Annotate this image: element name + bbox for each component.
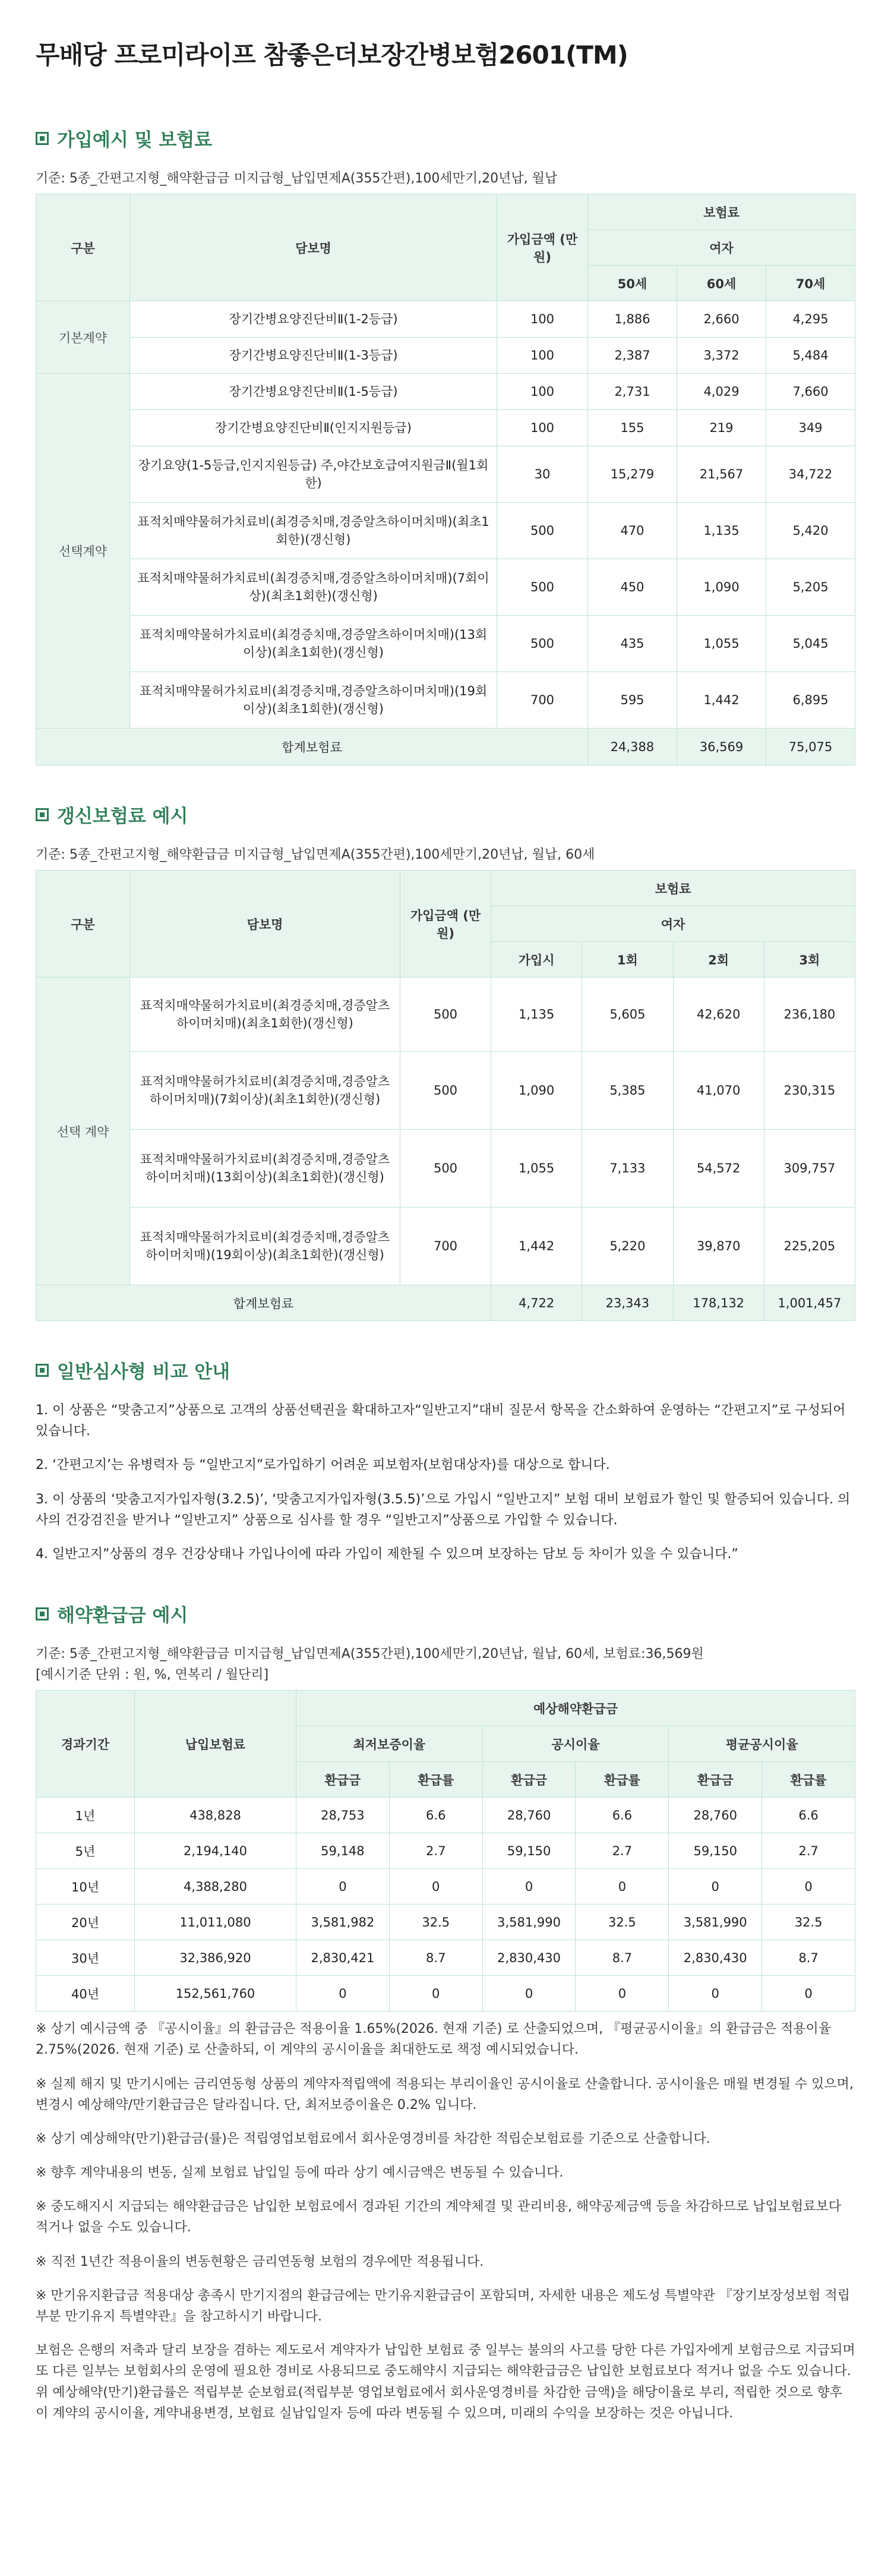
value-cell: 39,870: [673, 1207, 764, 1285]
header-cell: 평균공시이율: [669, 1726, 855, 1762]
amount-cell: 100: [497, 338, 588, 374]
notice-list: [36, 1400, 855, 1565]
value-cell: 1,090: [491, 1052, 582, 1130]
value-cell: 0: [762, 1869, 855, 1905]
amount-cell: 500: [400, 1052, 491, 1130]
value-cell: 7,133: [582, 1130, 673, 1207]
coverage-name: 표적치매약물허가치료비(최경증치매,경증알츠하이머치매)(13회이상)(최초1회한)(갱신형): [130, 1130, 400, 1207]
value-cell: 6,895: [766, 672, 855, 729]
coverage-name: 표적치매약물허가치료비(최경증치매,경증알츠하이머치매)(19회이상)(최초1회한)(갱신형): [130, 672, 497, 729]
coverage-name: 표적치매약물허가치료비(최경증치매,경증알츠하이머치매)(최초1회한)(갱신형): [130, 503, 497, 559]
square-bullet-icon: [36, 1607, 49, 1620]
value-cell: 1,135: [491, 978, 582, 1052]
remark-text: ※ 향후 계약내용의 변동, 실제 보험료 납입일 등에 따라 상기 예시금액은 변동될 수 있습니다.: [36, 2165, 564, 2181]
value-cell: 0: [296, 1976, 390, 2011]
coverage-name: 표적치매약물허가치료비(최경증치매,경증알츠하이머치매)(19회이상)(최초1회한)(갱신형): [130, 1207, 400, 1285]
header-cell: 보험료: [588, 194, 855, 230]
header-cell: 예상해약환급금: [296, 1691, 855, 1726]
amount-cell: 500: [497, 503, 588, 559]
value-cell: 0: [296, 1869, 390, 1905]
value-cell: 595: [588, 672, 677, 729]
section-title-text: 일반심사형 비교 안내: [57, 1361, 230, 1383]
value-cell: 2,387: [588, 338, 677, 374]
header-cell: 보험료: [491, 871, 855, 906]
section-title: [36, 125, 855, 152]
value-cell: 0: [576, 1976, 669, 2011]
header-cell: 환급금: [296, 1762, 390, 1798]
value-cell: 6.6: [389, 1798, 482, 1833]
coverage-name: 표적치매약물허가치료비(최경증치매,경증알츠하이머치매)(13회이상)(최초1회한)(갱신형): [130, 616, 497, 672]
header-cell: 1회: [582, 942, 673, 978]
value-cell: 0: [576, 1869, 669, 1905]
header-cell: 50세: [588, 266, 677, 301]
value-cell: 225,205: [764, 1207, 855, 1285]
total-cell: 178,132: [673, 1285, 764, 1321]
header-cell: 담보명: [130, 871, 400, 978]
renewal-table: [36, 870, 855, 1321]
value-cell: 2,830,430: [669, 1940, 762, 1976]
value-cell: 5,385: [582, 1052, 673, 1130]
square-bullet-icon: [36, 808, 49, 821]
value-cell: 2,660: [677, 301, 766, 338]
header-cell: 환급률: [576, 1762, 669, 1798]
amount-cell: 500: [400, 1130, 491, 1207]
value-cell: 1,442: [491, 1207, 582, 1285]
remark-text: ※ 상기 예시금액 중 『공시이율』의 환급금은 적용이율 1.65%(2026. 현재 기준) 로 산출되었으며, 『평균공시이율』의 환급금은 적용이율 2.75%(2026. 현재 기준) 로 산출하되, 이 계약의 공시이율을 최대한도로 책정 예시되었습니다.: [36, 2022, 831, 2058]
value-cell: 1,055: [491, 1130, 582, 1207]
basis-text: 기준: 5종_간편고지형_해약환급금 미지급형_납입면제A(355간편),100세만기,20년납, 월납: [36, 171, 558, 186]
header-cell: 환급률: [389, 1762, 482, 1798]
header-cell: 가입시: [491, 942, 582, 978]
value-cell: 2,830,430: [482, 1940, 576, 1976]
refund-table: [36, 1690, 855, 2011]
amount-cell: 500: [497, 616, 588, 672]
total-cell: 23,343: [582, 1285, 673, 1321]
paid-cell: 4,388,280: [135, 1869, 296, 1905]
value-cell: 34,722: [766, 446, 855, 503]
value-cell: 15,279: [588, 446, 677, 503]
total-label: 합계보험료: [36, 729, 588, 765]
period-cell: 10년: [36, 1869, 135, 1905]
value-cell: 8.7: [576, 1940, 669, 1976]
value-cell: 5,045: [766, 616, 855, 672]
value-cell: 0: [482, 1976, 576, 2011]
section-premium-example: [36, 125, 855, 765]
value-cell: 28,753: [296, 1798, 390, 1833]
value-cell: 21,567: [677, 446, 766, 503]
value-cell: 2.7: [762, 1833, 855, 1869]
paid-cell: 32,386,920: [135, 1940, 296, 1976]
value-cell: 309,757: [764, 1130, 855, 1207]
value-cell: 6.6: [576, 1798, 669, 1833]
coverage-name: 장기간병요양진단비Ⅱ(인지지원등급): [130, 410, 497, 446]
period-cell: 20년: [36, 1905, 135, 1940]
header-cell: 구분: [36, 194, 130, 301]
value-cell: 349: [766, 410, 855, 446]
square-bullet-icon: [36, 132, 49, 145]
value-cell: 3,581,990: [482, 1905, 576, 1940]
total-label: 합계보험료: [36, 1285, 491, 1321]
value-cell: 4,295: [766, 301, 855, 338]
category-cell: 선택계약: [36, 374, 130, 729]
section-title: [36, 1357, 855, 1383]
section-general-review: [36, 1357, 855, 1565]
value-cell: 5,205: [766, 559, 855, 616]
coverage-name: 표적치매약물허가치료비(최경증치매,경증알츠하이머치매)(7회이상)(최초1회한)(갱신형): [130, 1052, 400, 1130]
coverage-name: 표적치매약물허가치료비(최경증치매,경증알츠하이머치매)(최초1회한)(갱신형): [130, 978, 400, 1052]
amount-cell: 30: [497, 446, 588, 503]
value-cell: 1,055: [677, 616, 766, 672]
header-cell: 환급률: [762, 1762, 855, 1798]
value-cell: 28,760: [669, 1798, 762, 1833]
remark-text: ※ 실제 해지 및 만기시에는 금리연동형 상품의 계약자적립액에 적용되는 부리이율인 공시이율로 산출합니다. 공시이율은 매월 변경될 수 있으며, 변경시 예상해약/만기환급금은 달라집니다. 단, 최저보증이율은 0.2% 입니다.: [36, 2076, 854, 2112]
header-cell: 환급금: [669, 1762, 762, 1798]
value-cell: 5,484: [766, 338, 855, 374]
value-cell: 3,581,982: [296, 1905, 390, 1940]
header-cell: 경과기간: [36, 1691, 135, 1798]
section-title-text: 해약환급금 예시: [57, 1605, 188, 1627]
category-cell: 선택 계약: [36, 978, 130, 1285]
total-cell: 75,075: [766, 729, 855, 765]
value-cell: 3,372: [677, 338, 766, 374]
value-cell: 3,581,990: [669, 1905, 762, 1940]
total-cell: 1,001,457: [764, 1285, 855, 1321]
header-cell: 2회: [673, 942, 764, 978]
value-cell: 32.5: [576, 1905, 669, 1940]
coverage-name: 장기간병요양진단비Ⅱ(1-5등급): [130, 374, 497, 410]
period-cell: 40년: [36, 1976, 135, 2011]
header-cell: 여자: [491, 906, 855, 942]
notice-item: 1. 이 상품은 “맞춤고지”상품으로 고객의 상품선택권을 확대하고자“일반고지”대비 질문서 항목을 간소화하여 운영하는 “간편고지”로 구성되어 있습니다.: [36, 1403, 846, 1439]
value-cell: 470: [588, 503, 677, 559]
header-cell: 가입금액 (만원): [497, 194, 588, 301]
remark-text: 보험은 은행의 저축과 달리 보장을 겸하는 제도로서 계약자가 납입한 보험료 중 일부는 불의의 사고를 당한 다른 가입자에게 보험금으로 지급되며 또 다른 일부는 보험회사의 운영에 필요한 경비로 사용되므로 중도해약시 지급되는 해약환급금은 납입한 보험료보다 적거나 없을 수도 있습니다. 위 예상해약(만기)환급률은 적립부분 순보험료(적립부분 영업보험료에서 회사운영경비를 차감한 금액)을 해당이율로 부리, 적립한 것으로 향후 이 계약의 공시이율, 계약내용변경, 보험료 실납입일자 등에 따라 변동될 수 있으며, 미래의 수익을 보장하는 것은 아닙니다.: [36, 2343, 855, 2421]
amount-cell: 700: [497, 672, 588, 729]
remark-text: ※ 중도해지시 지급되는 해약환급금은 납입한 보험료에서 경과된 기간의 계약체결 및 관리비용, 해약공제금액 등을 차감하므로 납입보험료보다 적거나 없을 수도 있습니다.: [36, 2199, 841, 2236]
value-cell: 59,150: [482, 1833, 576, 1869]
premium-table: [36, 194, 855, 765]
value-cell: 0: [389, 1869, 482, 1905]
amount-cell: 100: [497, 410, 588, 446]
value-cell: 2,830,421: [296, 1940, 390, 1976]
paid-cell: 11,011,080: [135, 1905, 296, 1940]
square-bullet-icon: [36, 1364, 49, 1377]
header-cell: 공시이율: [482, 1726, 669, 1762]
section-title: [36, 801, 855, 828]
value-cell: 2.7: [389, 1833, 482, 1869]
amount-cell: 100: [497, 374, 588, 410]
section-renewal-premium: [36, 801, 855, 1321]
header-cell: 가입금액 (만원): [400, 871, 491, 978]
value-cell: 28,760: [482, 1798, 576, 1833]
period-cell: 5년: [36, 1833, 135, 1869]
header-cell: 담보명: [130, 194, 497, 301]
total-cell: 4,722: [491, 1285, 582, 1321]
value-cell: 59,150: [669, 1833, 762, 1869]
header-cell: 환급금: [482, 1762, 576, 1798]
paid-cell: 2,194,140: [135, 1833, 296, 1869]
header-cell: 70세: [766, 266, 855, 301]
header-cell: 여자: [588, 230, 855, 266]
period-cell: 1년: [36, 1798, 135, 1833]
value-cell: 54,572: [673, 1130, 764, 1207]
amount-cell: 500: [400, 978, 491, 1052]
header-cell: 납입보험료: [135, 1691, 296, 1798]
coverage-name: 표적치매약물허가치료비(최경증치매,경증알츠하이머치매)(7회이상)(최초1회한)(갱신형): [130, 559, 497, 616]
remark-text: ※ 직전 1년간 적용이율의 변동현황은 금리연동형 보험의 경우에만 적용됩니다.: [36, 2254, 484, 2269]
coverage-name: 장기간병요양진단비Ⅱ(1-3등급): [130, 338, 497, 374]
notice-item: 2. ‘간편고지’는 유병력자 등 “일반고지”로가입하기 어려운 피보험자(보험대상자)를 대상으로 합니다.: [36, 1458, 610, 1473]
value-cell: 0: [482, 1869, 576, 1905]
notice-item: 4. 일반고지”상품의 경우 건강상태나 가입나이에 따라 가입이 제한될 수 있으며 보장하는 담보 등 차이가 있을 수 있습니다.”: [36, 1546, 738, 1562]
category-cell: 기본계약: [36, 301, 130, 374]
basis-text: 기준: 5종_간편고지형_해약환급금 미지급형_납입면제A(355간편),100세만기,20년납, 월납, 60세: [36, 847, 595, 862]
section-title-text: 갱신보험료 예시: [57, 806, 188, 827]
total-cell: 36,569: [677, 729, 766, 765]
value-cell: 8.7: [762, 1940, 855, 1976]
notice-item: 3. 이 상품의 ‘맞춤고지가입자형(3.2.5)’, ‘맞춤고지가입자형(3.5.5)’으로 가입시 “일반고지” 보험 대비 보험료가 할인 및 할증되어 있습니다. 의사의 건강검진을 받거나 “일반고지” 상품으로 심사를 할 경우 “일반고지”상품으로 가입할 수 있습니다.: [36, 1492, 851, 1528]
value-cell: 1,442: [677, 672, 766, 729]
value-cell: 0: [669, 1976, 762, 2011]
value-cell: 4,029: [677, 374, 766, 410]
section-title: [36, 1600, 855, 1627]
remark-text: ※ 만기유지환급금 적용대상 총족시 만기지점의 환급금에는 만기유지환급금이 포함되며, 자세한 내용은 제도성 특별약관 『장기보장성보험 적립부분 만기유지 특별약관』을 참고하시기 바랍니다.: [36, 2288, 850, 2324]
value-cell: 2.7: [576, 1833, 669, 1869]
value-cell: 32.5: [762, 1905, 855, 1940]
value-cell: 7,660: [766, 374, 855, 410]
value-cell: 155: [588, 410, 677, 446]
value-cell: 1,135: [677, 503, 766, 559]
total-cell: 24,388: [588, 729, 677, 765]
coverage-name: 장기간병요양진단비Ⅱ(1-2등급): [130, 301, 497, 338]
page-title: 무배당 프로미라이프 참좋은더보장간병보험2601(TM): [36, 40, 628, 70]
value-cell: 450: [588, 559, 677, 616]
value-cell: 41,070: [673, 1052, 764, 1130]
value-cell: 1,886: [588, 301, 677, 338]
value-cell: 219: [677, 410, 766, 446]
remarks: [36, 2019, 855, 2424]
value-cell: 2,731: [588, 374, 677, 410]
remark-text: ※ 상기 예상해약(만기)환급금(률)은 적립영업보험료에서 회사운영경비를 차감한 적립순보험료를 기준으로 산출합니다.: [36, 2131, 710, 2146]
header-cell: 3회: [764, 942, 855, 978]
value-cell: 6.6: [762, 1798, 855, 1833]
value-cell: 0: [762, 1976, 855, 2011]
value-cell: 435: [588, 616, 677, 672]
period-cell: 30년: [36, 1940, 135, 1976]
amount-cell: 100: [497, 301, 588, 338]
value-cell: 5,420: [766, 503, 855, 559]
paid-cell: 438,828: [135, 1798, 296, 1833]
value-cell: 42,620: [673, 978, 764, 1052]
section-title-text: 가입예시 및 보험료: [57, 130, 213, 151]
value-cell: 236,180: [764, 978, 855, 1052]
value-cell: 1,090: [677, 559, 766, 616]
value-cell: 8.7: [389, 1940, 482, 1976]
value-cell: 5,220: [582, 1207, 673, 1285]
header-cell: 60세: [677, 266, 766, 301]
value-cell: 0: [669, 1869, 762, 1905]
value-cell: 0: [389, 1976, 482, 2011]
amount-cell: 700: [400, 1207, 491, 1285]
header-cell: 최저보증이율: [296, 1726, 483, 1762]
value-cell: 5,605: [582, 978, 673, 1052]
header-cell: 구분: [36, 871, 130, 978]
value-cell: 230,315: [764, 1052, 855, 1130]
value-cell: 32.5: [389, 1905, 482, 1940]
basis-text: 기준: 5종_간편고지형_해약환급금 미지급형_납입면제A(355간편),100세만기,20년납, 월납, 60세, 보험료:36,569원: [36, 1647, 704, 1662]
value-cell: 59,148: [296, 1833, 390, 1869]
unit-text: [예시기준 단위 : 원, %, 연복리 / 월단리]: [36, 1667, 269, 1683]
amount-cell: 500: [497, 559, 588, 616]
section-surrender-refund: [36, 1600, 855, 2424]
paid-cell: 152,561,760: [135, 1976, 296, 2011]
coverage-name: 장기요양(1-5등급,인지지원등급) 주,야간보호급여지원금Ⅱ(월1회한): [130, 446, 497, 503]
